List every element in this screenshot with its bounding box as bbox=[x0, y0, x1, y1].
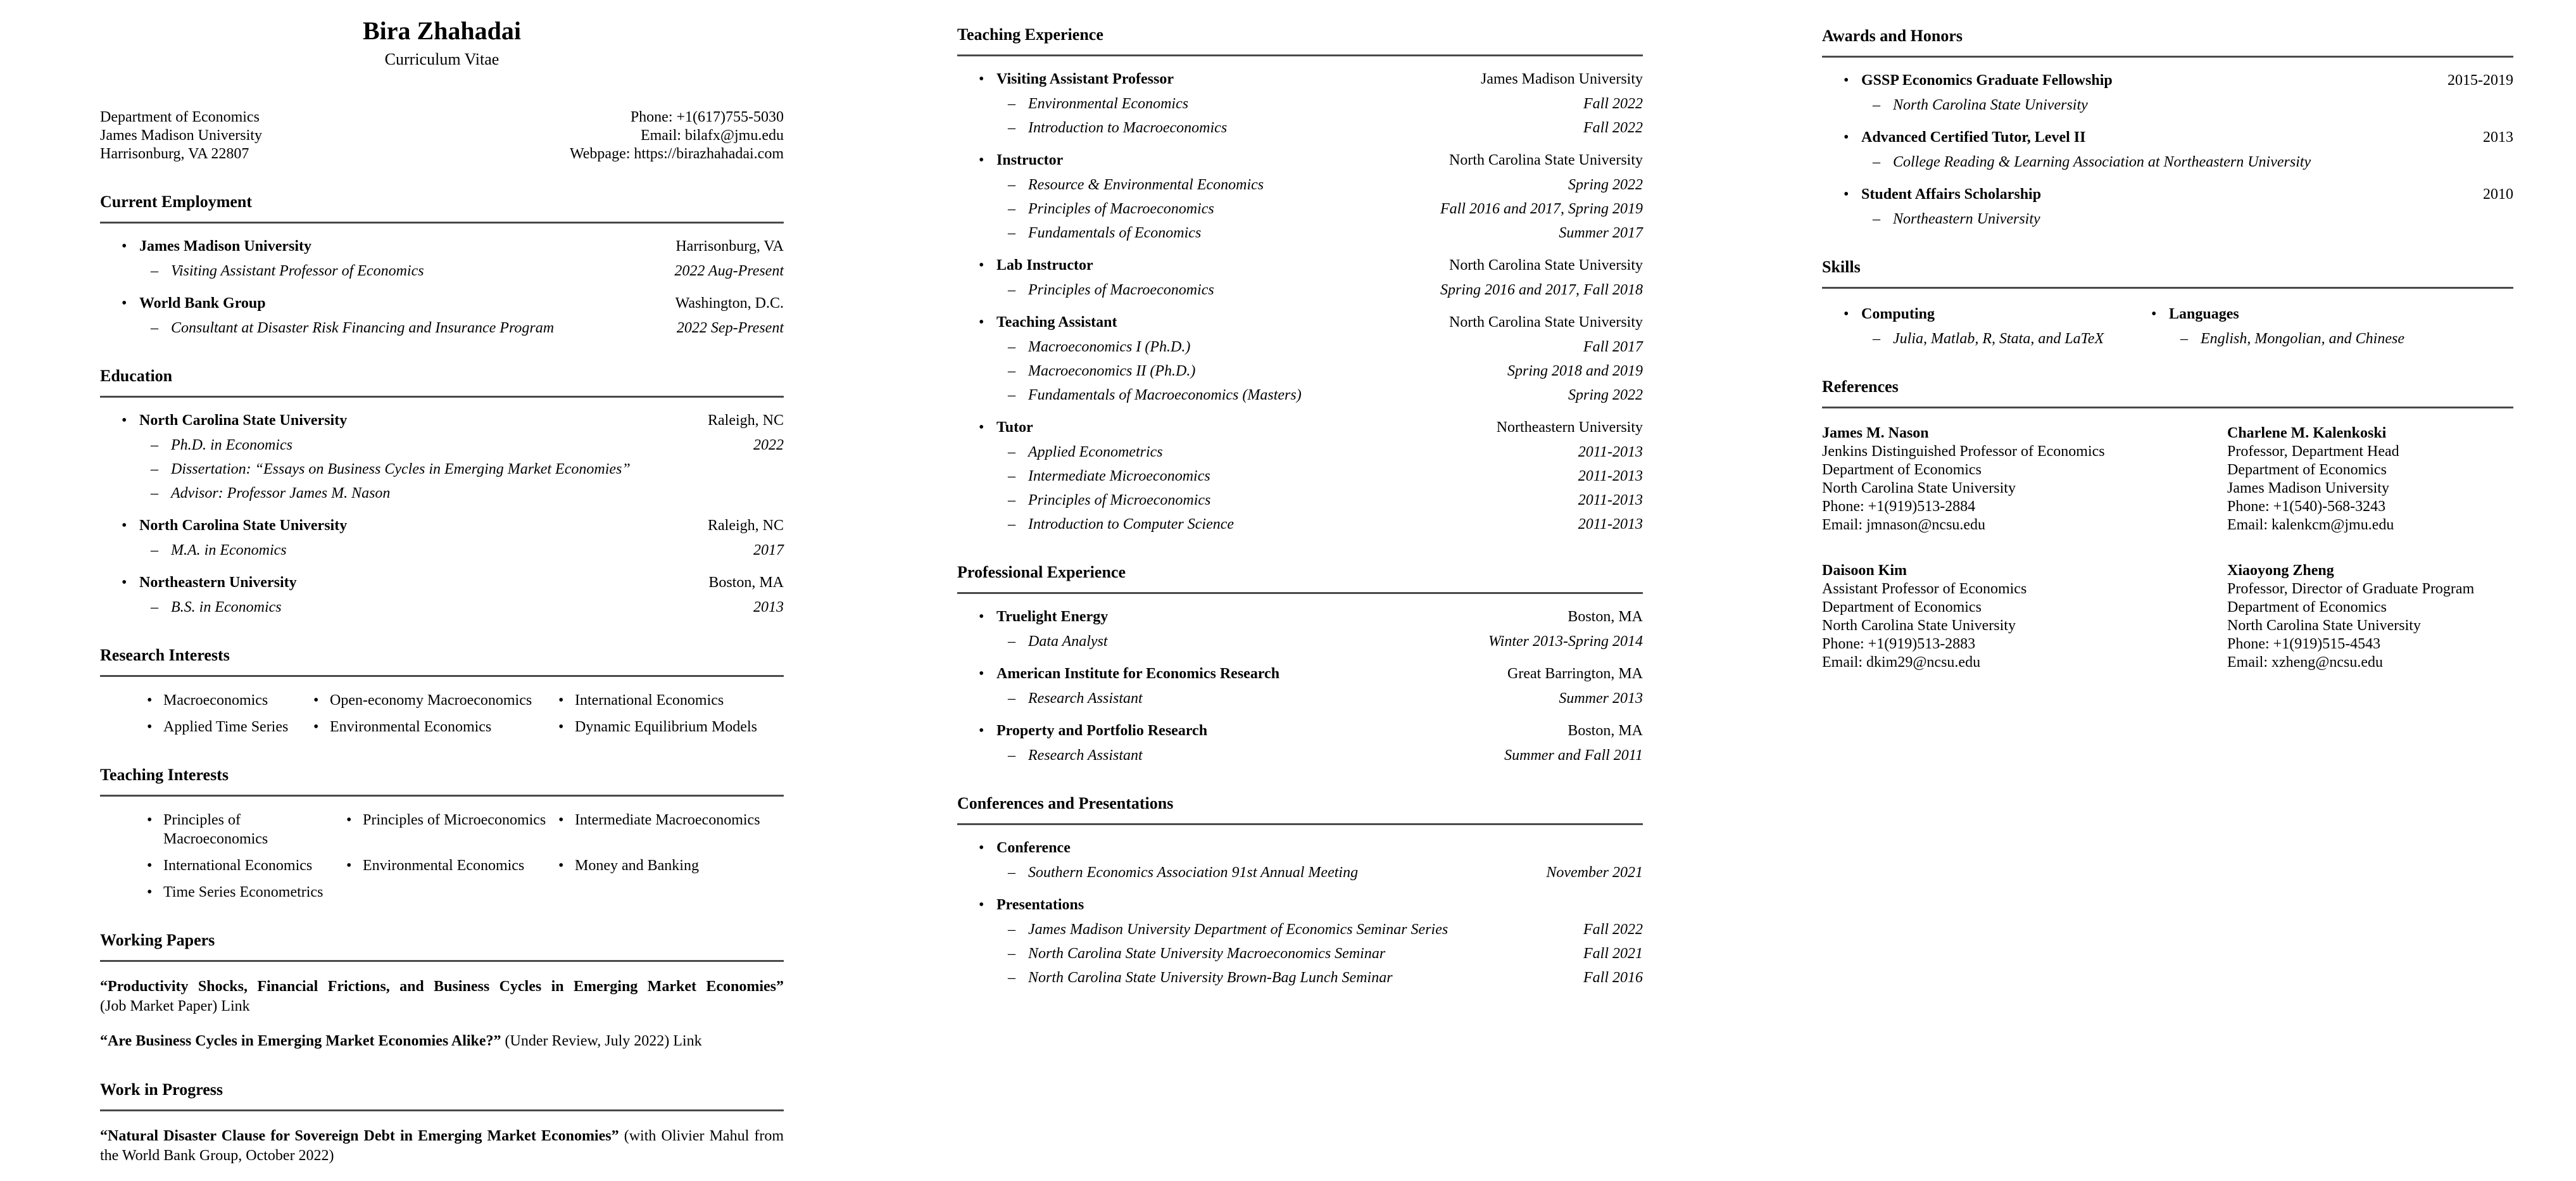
education-entry bbox=[100, 572, 784, 617]
entry-role: • Tutor bbox=[996, 419, 1033, 436]
entry-head bbox=[1822, 70, 2513, 91]
entry-sub-text: – Principles of Macroeconomics bbox=[1028, 282, 1214, 298]
section-working-papers bbox=[100, 931, 784, 1051]
section-title: Current Employment bbox=[100, 193, 253, 211]
conference-entry bbox=[957, 838, 1643, 882]
entry-sub-row bbox=[100, 436, 784, 455]
section-research-interests bbox=[100, 646, 784, 736]
entry-sub-text: – North Carolina State University bbox=[1893, 97, 2088, 113]
entry-head bbox=[100, 515, 784, 536]
interest-item: • Intermediate Macroeconomics bbox=[558, 811, 784, 849]
reference-line: Email: jmnason@ncsu.edu bbox=[1822, 517, 1986, 533]
entry-sub-date: 2011-2013 bbox=[1578, 492, 1643, 508]
teaching-experience-list bbox=[957, 69, 1643, 534]
entry-sub-row bbox=[957, 968, 1643, 987]
entry-head bbox=[2130, 304, 2513, 324]
employment-entry bbox=[100, 293, 784, 338]
entry-sub-row bbox=[1822, 210, 2513, 229]
section-title: Teaching Experience bbox=[957, 25, 1103, 44]
paper-note: (Job Market Paper) bbox=[100, 998, 222, 1014]
reference-line: Department of Economics bbox=[2227, 599, 2387, 616]
entry-org: North Carolina State University bbox=[1449, 314, 1643, 331]
cv-column-right bbox=[1822, 0, 2513, 672]
entry-head bbox=[100, 293, 784, 313]
reference-line: Professor, Department Head bbox=[2227, 443, 2399, 460]
entry-role: • Instructor bbox=[996, 152, 1064, 168]
progress-paper bbox=[100, 1127, 784, 1166]
entry-org: • James Madison University bbox=[139, 238, 311, 255]
section-professional-experience bbox=[957, 563, 1643, 765]
experience-entry bbox=[957, 721, 1643, 765]
section-skills bbox=[1822, 258, 2513, 348]
entry-sub-date: Summer 2013 bbox=[1559, 690, 1643, 707]
reference-line: Department of Economics bbox=[2227, 462, 2387, 478]
entry-org: James Madison University bbox=[1481, 71, 1643, 87]
award-date: 2015-2019 bbox=[2447, 72, 2513, 89]
entry-sub-date: Fall 2021 bbox=[1583, 945, 1643, 962]
entry-sub-row bbox=[957, 118, 1643, 137]
entry-sub-row bbox=[957, 515, 1643, 534]
education-list bbox=[100, 410, 784, 617]
section-rule bbox=[100, 1109, 784, 1111]
contact-line: Email: bilafx@jmu.edu bbox=[640, 127, 784, 144]
entry-sub-text: – Consultant at Disaster Risk Financing and Insurance Program bbox=[171, 320, 555, 336]
entry-sub-text: – Data Analyst bbox=[1028, 633, 1108, 650]
working-paper-2 bbox=[100, 1032, 784, 1051]
professional-experience-list bbox=[957, 607, 1643, 765]
working-paper-1 bbox=[100, 977, 784, 1016]
reference-card bbox=[1822, 424, 2227, 534]
employment-list bbox=[100, 236, 784, 338]
page-title: Bira Zhahadai bbox=[362, 16, 522, 45]
entry-sub-date: Spring 2018 and 2019 bbox=[1507, 363, 1643, 379]
entry-sub-text: – Principles of Microeconomics bbox=[1028, 492, 1211, 508]
experience-entry bbox=[957, 664, 1643, 708]
reference-line: Professor, Director of Graduate Program bbox=[2227, 581, 2475, 597]
entry-sub-text: – Fundamentals of Macroeconomics (Masters) bbox=[1028, 387, 1302, 403]
reference-line: Assistant Professor of Economics bbox=[1822, 581, 2027, 597]
section-rule bbox=[1822, 407, 2513, 408]
entry-org: • World Bank Group bbox=[139, 295, 266, 312]
references-grid bbox=[1822, 424, 2513, 672]
entry-location: Boston, MA bbox=[708, 574, 784, 591]
entry-sub-text: – North Carolina State University Brown-Bag Lunch Seminar bbox=[1028, 969, 1393, 986]
section-title: Education bbox=[100, 367, 173, 385]
reference-name: Charlene M. Kalenkoski bbox=[2227, 425, 2387, 441]
section-work-in-progress bbox=[100, 1080, 784, 1166]
paper-note: (with Olivier Mahul from the World Bank Group, October 2022) bbox=[100, 1128, 784, 1164]
entry-sub-date: 2017 bbox=[753, 542, 784, 559]
entry-head bbox=[957, 838, 1643, 858]
entry-sub-text: – Southern Economics Association 91st Annual Meeting bbox=[1028, 864, 1359, 881]
entry-org: North Carolina State University bbox=[1449, 257, 1643, 274]
reference-line: Phone: +1(919)515-4543 bbox=[2227, 636, 2381, 652]
section-title: References bbox=[1822, 377, 1899, 396]
cv-column-middle bbox=[957, 0, 1643, 987]
entry-sub-row bbox=[957, 467, 1643, 486]
section-rule bbox=[100, 222, 784, 224]
entry-sub-text: – Macroeconomics I (Ph.D.) bbox=[1028, 339, 1191, 355]
section-rule bbox=[957, 823, 1643, 825]
section-title: Conferences and Presentations bbox=[957, 794, 1174, 812]
skills-grid bbox=[1822, 291, 2513, 348]
entry-sub-text: – Northeastern University bbox=[1893, 211, 2040, 227]
entry-sub-date: Fall 2017 bbox=[1583, 339, 1643, 355]
entry-sub-row bbox=[100, 319, 784, 338]
section-references bbox=[1822, 377, 2513, 672]
entry-sub-text: – Environmental Economics bbox=[1028, 96, 1189, 112]
entry-sub-row bbox=[100, 541, 784, 560]
entry-sub-row bbox=[2130, 329, 2513, 348]
interest-item: • Open-economy Macroeconomics bbox=[313, 691, 558, 710]
entry-sub-date: Spring 2022 bbox=[1568, 387, 1643, 403]
entry-location: Great Barrington, MA bbox=[1507, 666, 1643, 682]
entry-sub-row bbox=[1822, 329, 2130, 348]
entry-sub-text: – Advisor: Professor James M. Nason bbox=[171, 485, 391, 502]
entry-sub-text: – Research Assistant bbox=[1028, 747, 1143, 764]
entry-sub-date: Summer 2017 bbox=[1559, 225, 1643, 241]
section-rule bbox=[1822, 56, 2513, 58]
entry-sub-text: – North Carolina State University Macroeconomics Seminar bbox=[1028, 945, 1386, 962]
entry-sub-text: – Research Assistant bbox=[1028, 690, 1143, 707]
interest-item: • Principles of Microeconomics bbox=[346, 811, 558, 849]
entry-sub-row bbox=[957, 224, 1643, 243]
interest-item: • Macroeconomics bbox=[147, 691, 313, 710]
education-entry bbox=[100, 515, 784, 560]
reference-name: Daisoon Kim bbox=[1822, 562, 1907, 579]
entry-sub-date: Summer and Fall 2011 bbox=[1504, 747, 1643, 764]
entry-sub-date: 2011-2013 bbox=[1578, 468, 1643, 484]
entry-sub-row bbox=[957, 94, 1643, 113]
contact-block bbox=[100, 108, 784, 163]
interest-item: • Money and Banking bbox=[558, 856, 784, 875]
entry-sub-date: Spring 2022 bbox=[1568, 177, 1643, 193]
award-name: • Advanced Certified Tutor, Level II bbox=[1861, 129, 2086, 146]
awards-list bbox=[1822, 70, 2513, 229]
reference-line: North Carolina State University bbox=[1822, 480, 2016, 496]
entry-sub-date: 2022 Aug-Present bbox=[674, 263, 784, 279]
entry-sub-row bbox=[957, 175, 1643, 194]
entry-sub-row bbox=[957, 386, 1643, 405]
entry-sub-row bbox=[957, 443, 1643, 462]
entry-school: • Northeastern University bbox=[139, 574, 297, 591]
award-entry bbox=[1822, 127, 2513, 172]
experience-entry bbox=[957, 312, 1643, 405]
entry-role: • Visiting Assistant Professor bbox=[996, 71, 1174, 87]
entry-category: • Presentations bbox=[996, 897, 1084, 913]
section-rule bbox=[100, 795, 784, 797]
entry-sub-date: Fall 2022 bbox=[1583, 921, 1643, 938]
cv-header bbox=[100, 0, 784, 163]
conference-list bbox=[957, 838, 1643, 987]
entry-head bbox=[957, 150, 1643, 170]
section-title: Professional Experience bbox=[957, 563, 1126, 581]
interest-item: • Principles of Macroeconomics bbox=[147, 811, 346, 849]
award-date: 2013 bbox=[2483, 129, 2513, 146]
section-title: Awards and Honors bbox=[1822, 27, 1963, 45]
entry-head bbox=[957, 664, 1643, 684]
entry-sub-text: – Dissertation: “Essays on Business Cycles in Emerging Market Economies” bbox=[171, 461, 631, 477]
entry-sub-row bbox=[957, 199, 1643, 218]
reference-card bbox=[2227, 424, 2513, 534]
contact-line: Webpage: https://birazhahadai.com bbox=[570, 146, 784, 162]
entry-head bbox=[1822, 184, 2513, 205]
entry-sub-date: Fall 2022 bbox=[1583, 120, 1643, 136]
entry-sub-text: – Resource & Environmental Economics bbox=[1028, 177, 1264, 193]
entry-sub-text: – College Reading & Learning Association at Northeastern University bbox=[1893, 154, 2311, 170]
paper-title: “Natural Disaster Clause for Sovereign Debt in Emerging Market Economies” bbox=[100, 1128, 619, 1144]
entry-head bbox=[957, 607, 1643, 627]
entry-location: Boston, MA bbox=[1568, 609, 1643, 625]
entry-head bbox=[100, 572, 784, 593]
section-rule bbox=[100, 675, 784, 677]
section-current-employment bbox=[100, 193, 784, 338]
entry-head bbox=[957, 312, 1643, 332]
skill-category: • Languages bbox=[2169, 306, 2239, 322]
award-date: 2010 bbox=[2483, 186, 2513, 203]
entry-sub-text: – Ph.D. in Economics bbox=[171, 437, 292, 453]
interest-item: • Dynamic Equilibrium Models bbox=[558, 717, 784, 736]
employment-entry bbox=[100, 236, 784, 281]
reference-line: Phone: +1(919)513-2884 bbox=[1822, 498, 1976, 515]
interest-item: • Time Series Econometrics bbox=[147, 883, 346, 902]
entry-sub-date: November 2021 bbox=[1546, 864, 1643, 881]
reference-name: Xiaoyong Zheng bbox=[2227, 562, 2334, 579]
entry-sub-date: Spring 2016 and 2017, Fall 2018 bbox=[1440, 282, 1643, 298]
entry-school: • North Carolina State University bbox=[139, 412, 348, 429]
entry-sub-row bbox=[957, 338, 1643, 357]
paper-title: “Productivity Shocks, Financial Frictions, and Business Cycles in Emerging Market Economies” bbox=[100, 978, 784, 995]
entry-head bbox=[957, 255, 1643, 275]
entry-org: • American Institute for Economics Research bbox=[996, 666, 1280, 682]
entry-location: Raleigh, NC bbox=[708, 517, 784, 534]
reference-line: Jenkins Distinguished Professor of Economics bbox=[1822, 443, 2105, 460]
entry-head bbox=[957, 721, 1643, 741]
entry-sub-date: 2013 bbox=[753, 599, 784, 616]
reference-line: James Madison University bbox=[2227, 480, 2389, 496]
section-rule bbox=[1822, 287, 2513, 289]
experience-entry bbox=[957, 69, 1643, 137]
entry-sub-date: Fall 2022 bbox=[1583, 96, 1643, 112]
section-rule bbox=[957, 592, 1643, 594]
interest-item: • International Economics bbox=[147, 856, 346, 875]
contact-address bbox=[100, 108, 262, 163]
section-rule bbox=[100, 960, 784, 962]
entry-sub-text: – Applied Econometrics bbox=[1028, 444, 1163, 460]
entry-sub-text: – Fundamentals of Economics bbox=[1028, 225, 1202, 241]
experience-entry bbox=[957, 255, 1643, 300]
entry-sub-row bbox=[100, 460, 784, 479]
entry-sub-date: Winter 2013-Spring 2014 bbox=[1488, 633, 1643, 650]
experience-entry bbox=[957, 607, 1643, 651]
award-entry bbox=[1822, 184, 2513, 229]
entry-sub-text: – Macroeconomics II (Ph.D.) bbox=[1028, 363, 1196, 379]
education-entry bbox=[100, 410, 784, 503]
entry-location: Washington, D.C. bbox=[675, 295, 784, 312]
reference-line: Email: dkim29@ncsu.edu bbox=[1822, 654, 1981, 671]
teaching-interest-grid bbox=[100, 811, 784, 902]
section-title: Research Interests bbox=[100, 646, 230, 664]
entry-head bbox=[957, 69, 1643, 89]
entry-location: Boston, MA bbox=[1568, 723, 1643, 739]
entry-school: • North Carolina State University bbox=[139, 517, 348, 534]
award-entry bbox=[1822, 70, 2513, 115]
reference-line: North Carolina State University bbox=[2227, 617, 2421, 634]
reference-line: Phone: +1(540)-568-3243 bbox=[2227, 498, 2386, 515]
skill-list: – Julia, Matlab, R, Stata, and LaTeX bbox=[1893, 331, 2104, 347]
entry-sub-date: Fall 2016 bbox=[1583, 969, 1643, 986]
entry-sub-text: – Introduction to Computer Science bbox=[1028, 516, 1235, 533]
entry-sub-date: 2011-2013 bbox=[1578, 444, 1643, 460]
section-teaching-interests bbox=[100, 766, 784, 902]
paper-link[interactable]: Link bbox=[673, 1033, 702, 1049]
entry-sub-row bbox=[957, 863, 1643, 882]
reference-line: Department of Economics bbox=[1822, 462, 1982, 478]
entry-sub-date: 2022 bbox=[753, 437, 784, 453]
entry-sub-row bbox=[957, 746, 1643, 765]
entry-sub-row bbox=[957, 362, 1643, 381]
entry-sub-row bbox=[957, 689, 1643, 708]
interest-item: • International Economics bbox=[558, 691, 784, 710]
paper-link[interactable]: Link bbox=[221, 998, 250, 1014]
entry-sub-text: – B.S. in Economics bbox=[171, 599, 282, 616]
entry-location: Harrisonburg, VA bbox=[675, 238, 784, 255]
paper-title: “Are Business Cycles in Emerging Market Economies Alike?” bbox=[100, 1033, 501, 1049]
entry-sub-text: – Introduction to Macroeconomics bbox=[1028, 120, 1228, 136]
entry-sub-text: – James Madison University Department of Economics Seminar Series bbox=[1028, 921, 1448, 938]
reference-line: Email: xzheng@ncsu.edu bbox=[2227, 654, 2384, 671]
research-interest-grid bbox=[100, 691, 784, 736]
entry-org: Northeastern University bbox=[1496, 419, 1643, 436]
reference-card bbox=[1822, 561, 2227, 672]
section-teaching-experience bbox=[957, 25, 1643, 534]
entry-sub-date: 2022 Sep-Present bbox=[676, 320, 784, 336]
entry-head bbox=[1822, 304, 2130, 324]
section-title: Teaching Interests bbox=[100, 766, 229, 784]
interest-item: • Environmental Economics bbox=[313, 717, 558, 736]
award-name: • GSSP Economics Graduate Fellowship bbox=[1861, 72, 2113, 89]
cv-column-left bbox=[100, 0, 784, 1181]
entry-sub-row bbox=[957, 632, 1643, 651]
entry-sub-row bbox=[957, 281, 1643, 300]
interest-item: • Environmental Economics bbox=[346, 856, 558, 875]
entry-sub-row bbox=[100, 598, 784, 617]
section-awards bbox=[1822, 27, 2513, 229]
entry-head bbox=[100, 410, 784, 431]
reference-card bbox=[2227, 561, 2513, 672]
entry-org: North Carolina State University bbox=[1449, 152, 1643, 168]
entry-sub-text: – Principles of Macroeconomics bbox=[1028, 201, 1214, 217]
entry-sub-row bbox=[100, 484, 784, 503]
skill-group bbox=[2130, 304, 2513, 348]
section-title: Work in Progress bbox=[100, 1080, 223, 1099]
entry-head bbox=[957, 895, 1643, 915]
section-education bbox=[100, 367, 784, 617]
entry-sub-text: – Visiting Assistant Professor of Economics bbox=[171, 263, 424, 279]
contact-line: James Madison University bbox=[100, 127, 262, 144]
contact-line: Department of Economics bbox=[100, 109, 260, 125]
entry-org: • Truelight Energy bbox=[996, 609, 1109, 625]
entry-head bbox=[1822, 127, 2513, 148]
award-name: • Student Affairs Scholarship bbox=[1861, 186, 2042, 203]
entry-sub-date: Fall 2016 and 2017, Spring 2019 bbox=[1440, 201, 1643, 217]
entry-sub-text: – Intermediate Microeconomics bbox=[1028, 468, 1210, 484]
entry-sub-row bbox=[957, 920, 1643, 939]
entry-head bbox=[100, 236, 784, 256]
paper-note: (Under Review, July 2022) bbox=[501, 1033, 674, 1049]
reference-name: James M. Nason bbox=[1822, 425, 1929, 441]
entry-category: • Conference bbox=[996, 840, 1071, 856]
skill-list: – English, Mongolian, and Chinese bbox=[2201, 331, 2404, 347]
contact-line: Harrisonburg, VA 22807 bbox=[100, 146, 249, 162]
experience-entry bbox=[957, 150, 1643, 243]
reference-line: Department of Economics bbox=[1822, 599, 1982, 616]
section-rule bbox=[100, 396, 784, 398]
entry-head bbox=[957, 417, 1643, 438]
entry-sub-row bbox=[1822, 153, 2513, 172]
reference-line: North Carolina State University bbox=[1822, 617, 2016, 634]
reference-line: Phone: +1(919)513-2883 bbox=[1822, 636, 1976, 652]
entry-role: • Teaching Assistant bbox=[996, 314, 1117, 331]
entry-sub-row bbox=[1822, 96, 2513, 115]
section-title: Skills bbox=[1822, 258, 1861, 276]
skill-category: • Computing bbox=[1861, 306, 1935, 322]
section-conferences bbox=[957, 794, 1643, 987]
reference-line: Email: kalenkcm@jmu.edu bbox=[2227, 517, 2394, 533]
conference-entry bbox=[957, 895, 1643, 987]
section-title: Working Papers bbox=[100, 931, 215, 949]
entry-sub-row bbox=[957, 944, 1643, 963]
contact-line: Phone: +1(617)755-5030 bbox=[630, 109, 784, 125]
contact-details bbox=[570, 108, 784, 163]
interest-item: • Applied Time Series bbox=[147, 717, 313, 736]
entry-org: • Property and Portfolio Research bbox=[996, 723, 1208, 739]
skill-group bbox=[1822, 304, 2130, 348]
section-rule bbox=[957, 54, 1643, 56]
cv-subtitle: Curriculum Vitae bbox=[384, 50, 499, 68]
entry-sub-row bbox=[957, 491, 1643, 510]
entry-sub-text: – M.A. in Economics bbox=[171, 542, 287, 559]
entry-sub-row bbox=[100, 262, 784, 281]
entry-sub-date: 2011-2013 bbox=[1578, 516, 1643, 533]
entry-location: Raleigh, NC bbox=[708, 412, 784, 429]
entry-role: • Lab Instructor bbox=[996, 257, 1093, 274]
experience-entry bbox=[957, 417, 1643, 534]
